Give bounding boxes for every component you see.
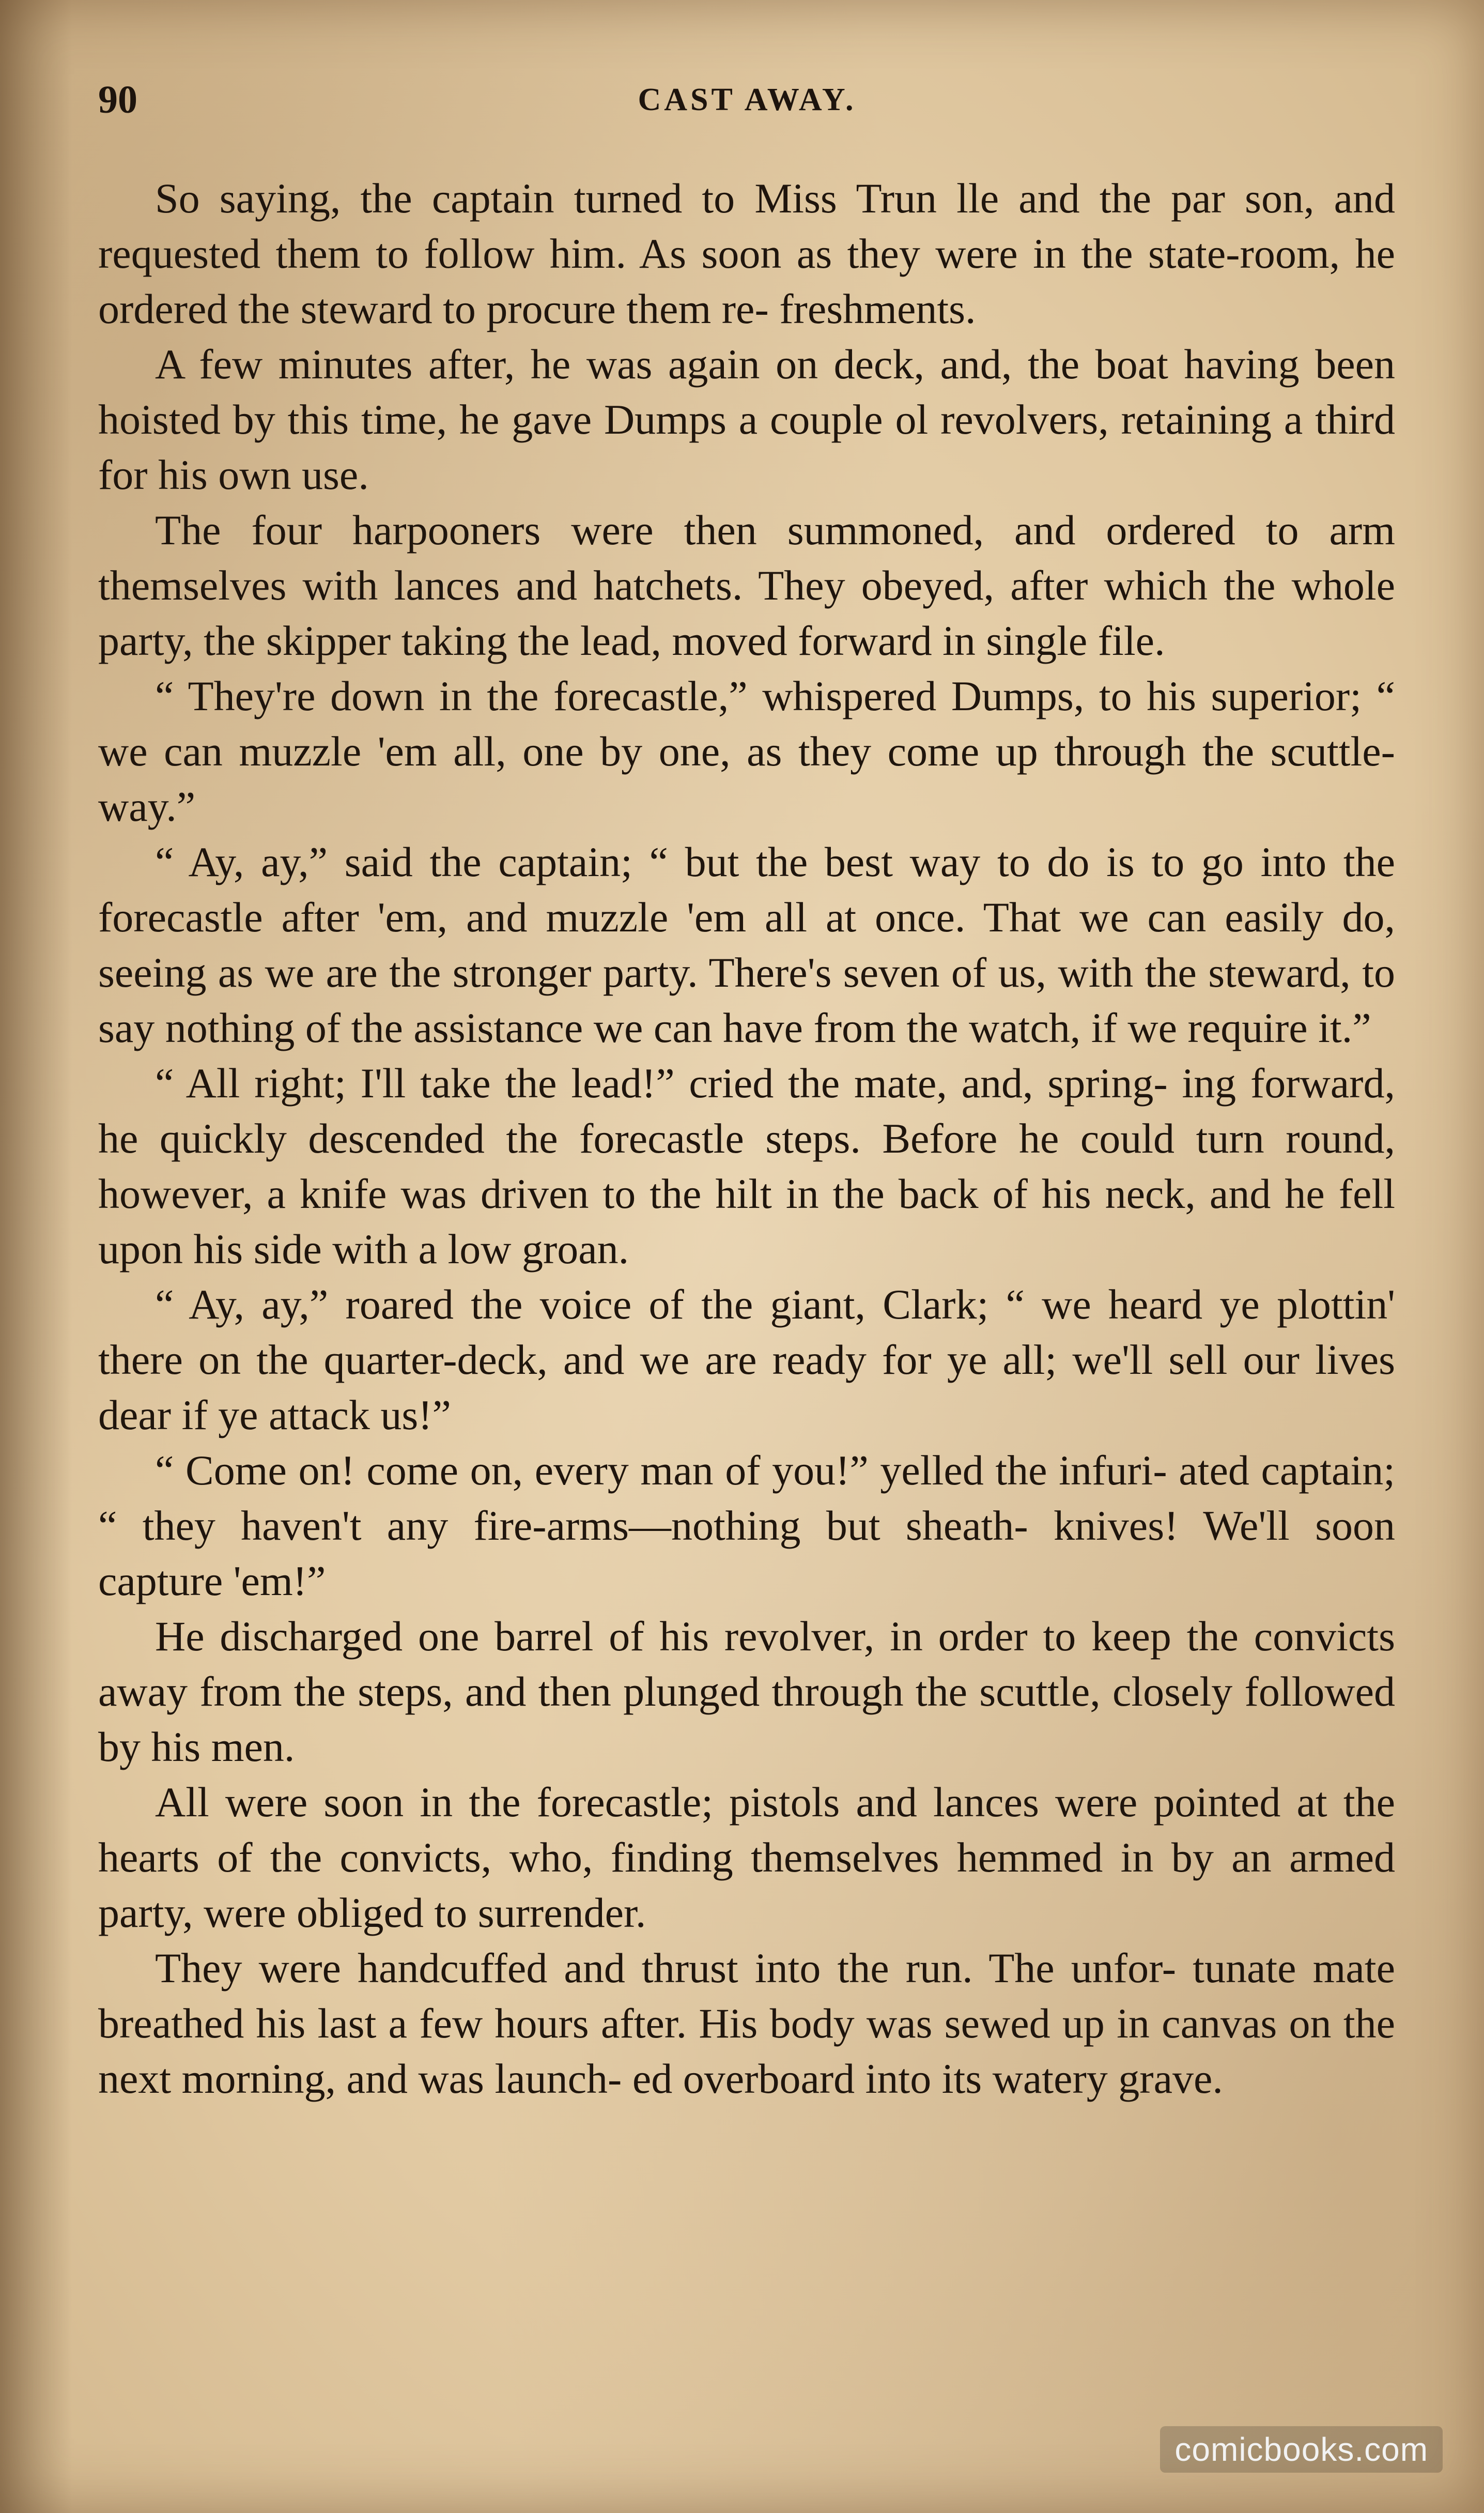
spine-shadow: [0, 0, 72, 2513]
body-text: [98, 171, 1395, 2106]
paragraph: “ Ay, ay,” roared the voice of the giant, Clark; “ we heard ye plottin' there on the quarter-deck, and we are ready for ye all; we'll sell our lives dear if ye attack us!”: [98, 1281, 1395, 1438]
watermark: comicbooks.com: [1160, 2426, 1443, 2473]
paragraph: “ They're down in the forecastle,” whispered Dumps, to his superior; “ we can muzzle 'em all, one by one, as they come up through the scuttle-way.”: [98, 672, 1395, 830]
page-number: 90: [98, 78, 137, 121]
paragraph: All were soon in the forecastle; pistols and lances were pointed at the hearts of the convicts, who, finding themselves hemmed in by an armed party, were obliged to surrender.: [98, 1779, 1395, 1936]
page-header: [98, 78, 1396, 134]
paragraph: He discharged one barrel of his revolver, in order to keep the convicts away from the steps, and then plunged through the scuttle, closely followed by his men.: [98, 1613, 1395, 1770]
paragraph: The four harpooners were then summoned, and ordered to arm themselves with lances and hatchets. They obeyed, after which the whole party, the skipper taking the lead, moved forward in single file.: [98, 507, 1395, 664]
paragraph: “ Come on! come on, every man of you!” yelled the infuri- ated captain; “ they haven't any fire-arms—nothing but sheath- knives! We'll soon capture 'em!”: [98, 1447, 1395, 1604]
paragraph: They were handcuffed and thrust into the run. The unfor- tunate mate breathed his last a few hours after. His body was sewed up in canvas on the next morning, and was launch- ed overboard into its watery grave.: [98, 1944, 1395, 2102]
paragraph: “ All right; I'll take the lead!” cried the mate, and, spring- ing forward, he quickly descended the forecastle steps. Before he could turn round, however, a knife was driven to the hilt in the back of his neck, and he fell upon his side with a low groan.: [98, 1060, 1395, 1273]
running-head: CAST AWAY.: [638, 82, 857, 117]
paragraph: So saying, the captain turned to Miss Trun lle and the par son, and requested them to follow him. As soon as they were in the state-room, he ordered the steward to procure them re- freshments.: [98, 175, 1395, 332]
paragraph: “ Ay, ay,” said the captain; “ but the best way to do is to go into the forecastle after 'em, and muzzle 'em all at once. That we can easily do, seeing as we are the stronger party. There's seven of us, with the steward, to say nothing of the assistance we can have from the watch, if we require it.”: [98, 838, 1395, 1051]
paragraph: A few minutes after, he was again on deck, and, the boat having been hoisted by this time, he gave Dumps a couple ol revolvers, retaining a third for his own use.: [98, 341, 1395, 498]
